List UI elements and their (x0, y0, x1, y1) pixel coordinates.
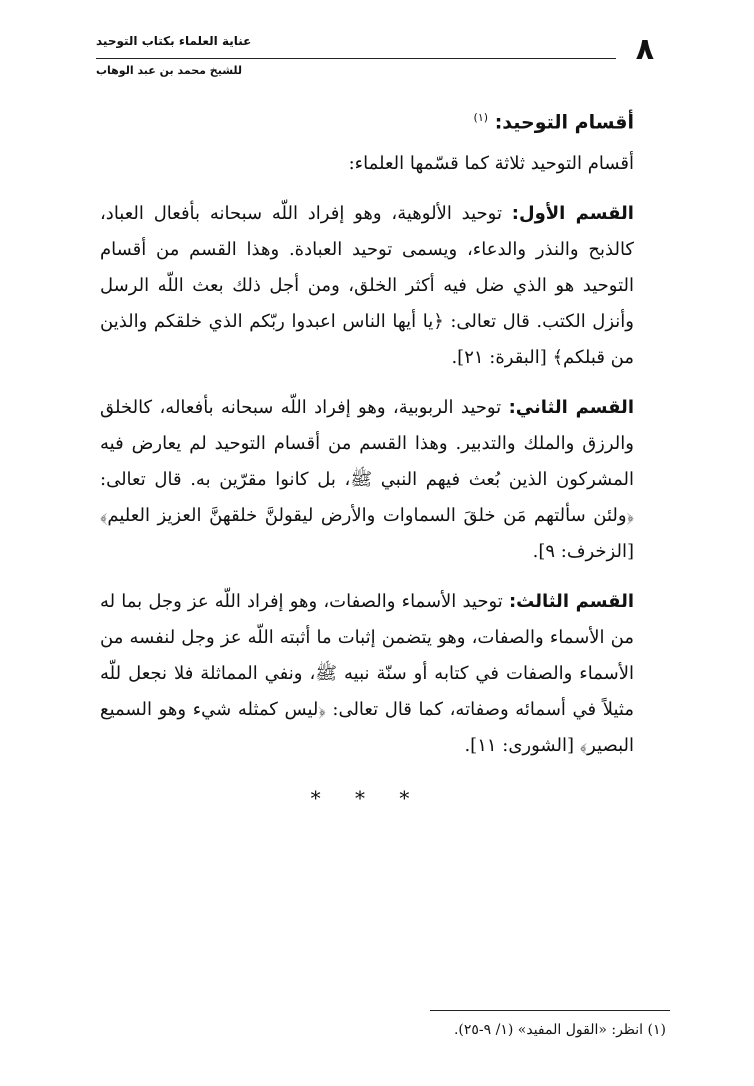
footnote: (١) انظر: «القول المفيد» (١/ ٩-٢٥). (453, 1022, 666, 1038)
footnote-divider (430, 1010, 670, 1011)
section-heading (100, 100, 634, 140)
header-divider (96, 58, 616, 59)
page-number: ٨ (635, 32, 654, 67)
footnote-marker[interactable]: (١) (473, 111, 489, 124)
text-section-1: توحيد الألوهية، وهو إفراد اللّه سبحانه بأفعال العباد، كالذبح والنذر والدعاء، ويسمى توحيد العبادة. وهذا القسم من أقسام التوحيد هو الذي ضل فيه أكثر الخلق، ومن أجل ذلك بعث اللّه الرسل وأنزل الكتب. قال تعالى: ﴿يا أيها الناس اعبدوا ربّكم الذي خلقكم والذين من قبلكم﴾ [البقرة: ٢١]. (100, 203, 634, 369)
term-section-1: القسم الأول: (511, 203, 634, 225)
running-header-title: عناية العلماء بكتاب التوحيد (96, 34, 252, 48)
paragraph-section-1 (100, 196, 634, 376)
section-separator: * * * (310, 786, 424, 811)
main-content (100, 100, 634, 816)
intro-paragraph: أقسام التوحيد ثلاثة كما قسّمها العلماء: (348, 153, 634, 175)
text-section-3: توحيد الأسماء والصفات، وهو إفراد اللّه عز وجل بما له من الأسماء والصفات، وهو يتضمن إثبات ما أثبته اللّه عز وجل لنفسه من الأسماء والصفات في كتابه أو سنّة نبيه ﷺ، ونفي المماثلة فلا نجعل للّه مثيلاً في أسمائه وصفاته، كما قال تعالى: ﴿ليس كمثله شيء وهو السميع البصير﴾ [الشورى: ١١]. (100, 591, 634, 757)
term-section-3: القسم الثالث: (508, 591, 634, 613)
term-section-2: القسم الثاني: (508, 397, 634, 419)
paragraph-section-2 (100, 390, 634, 570)
section-heading-text: أقسام التوحيد: (494, 111, 634, 134)
paragraph-section-3 (100, 584, 634, 764)
text-section-2: توحيد الربوبية، وهو إفراد اللّه سبحانه بأفعاله، كالخلق والرزق والملك والتدبير. وهذا القسم من أقسام التوحيد لم يعارض فيه المشركون الذين بُعث فيهم النبي ﷺ، بل كانوا مقرّين به. قال تعالى: ﴿ولئن سألتهم مَن خلقَ السماوات والأرض ليقولنَّ خلقهنَّ العزيز العليم﴾ [الزخرف: ٩]. (100, 397, 634, 563)
running-header-author: للشيخ محمد بن عبد الوهاب (96, 64, 243, 77)
